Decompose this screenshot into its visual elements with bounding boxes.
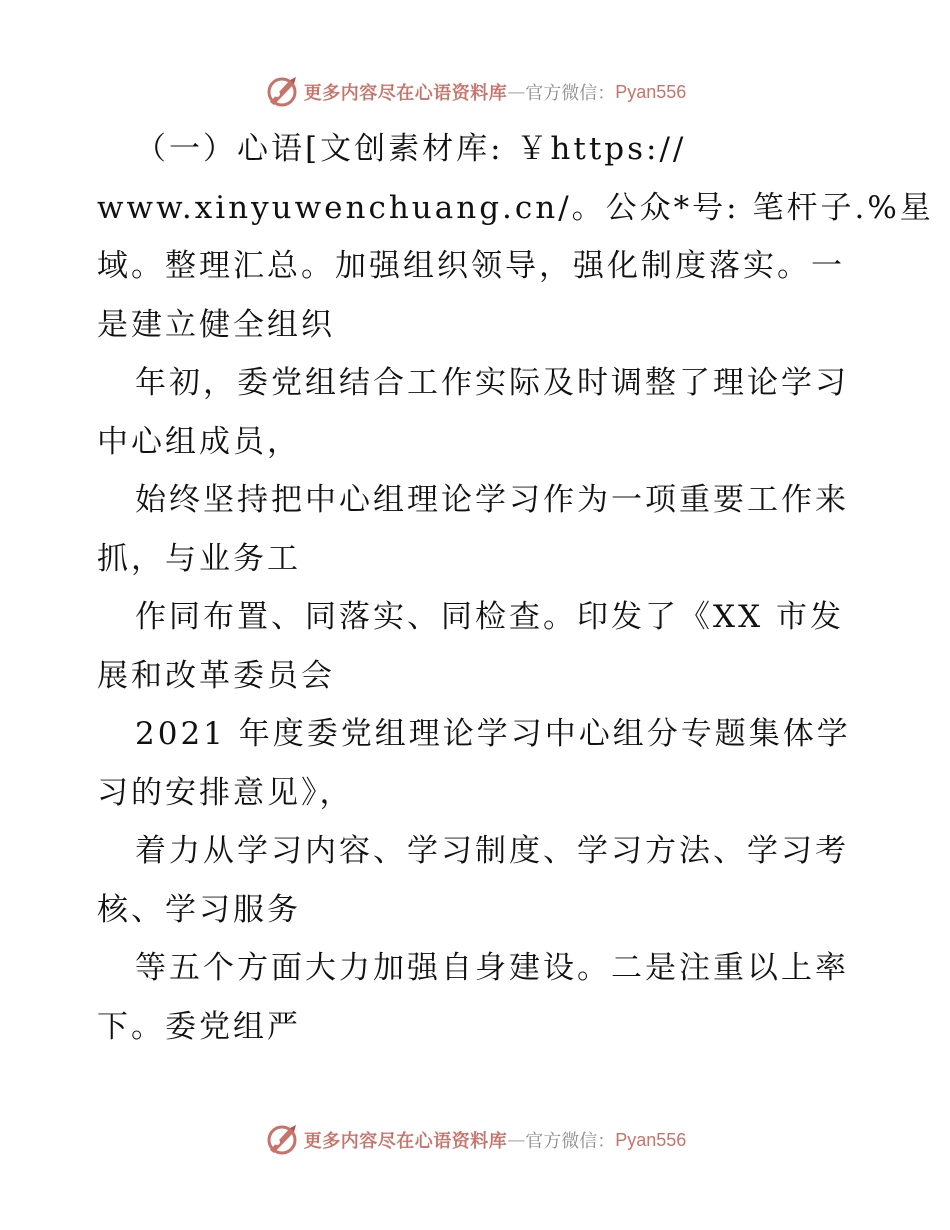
banner-wechat-id: Pyan556	[615, 1129, 687, 1150]
body-text-line: 2021 年度委党组理论学习中心组分专题集体学	[135, 716, 851, 752]
banner-official-label: 官方微信：	[525, 1131, 616, 1152]
body-text-line: 等五个方面大力加强自身建设。二是注重以上率	[135, 950, 849, 986]
body-text-line: 核、学习服务	[97, 891, 301, 928]
body-text-line: 展和改革委员会	[97, 657, 335, 694]
footer-banner	[0, 1120, 950, 1160]
body-text-line: 年初，委党组结合工作实际及时调整了理论学习	[135, 365, 849, 401]
body-text-line: www.xinyuwenchuang.cn/。公众*号: 笔杆子.%星	[97, 189, 934, 226]
pen-circle-logo-icon	[264, 1122, 300, 1158]
document-body	[97, 120, 934, 1056]
body-text-line: （一）心语[文创素材库: ￥https://	[135, 131, 687, 167]
body-text-line: 着力从学习内容、学习制度、学习方法、学习考	[135, 833, 849, 869]
banner-separator: —	[507, 81, 526, 103]
pen-circle-logo-icon	[264, 74, 300, 110]
banner-main-text: 更多内容尽在心语资料库	[303, 1131, 508, 1152]
banner-official-label: 官方微信：	[525, 83, 616, 104]
body-text-line: 下。委党组严	[97, 1008, 301, 1045]
banner-wechat-id: Pyan556	[615, 81, 687, 102]
banner-main-text: 更多内容尽在心语资料库	[303, 83, 508, 104]
body-text-line: 作同布置、同落实、同检查。印发了《XX 市发	[135, 599, 844, 635]
banner-separator: —	[507, 1129, 526, 1151]
body-text-line: 域。整理汇总。加强组织领导，强化制度落实。一	[97, 248, 845, 284]
body-text-line: 抓，与业务工	[97, 540, 301, 577]
body-text-line: 始终坚持把中心组理论学习作为一项重要工作来	[135, 482, 849, 518]
body-text-line: 中心组成员，	[97, 423, 301, 460]
header-banner	[0, 72, 950, 112]
body-text-line: 是建立健全组织	[97, 306, 335, 343]
body-text-line: 习的安排意见》，	[97, 774, 354, 811]
